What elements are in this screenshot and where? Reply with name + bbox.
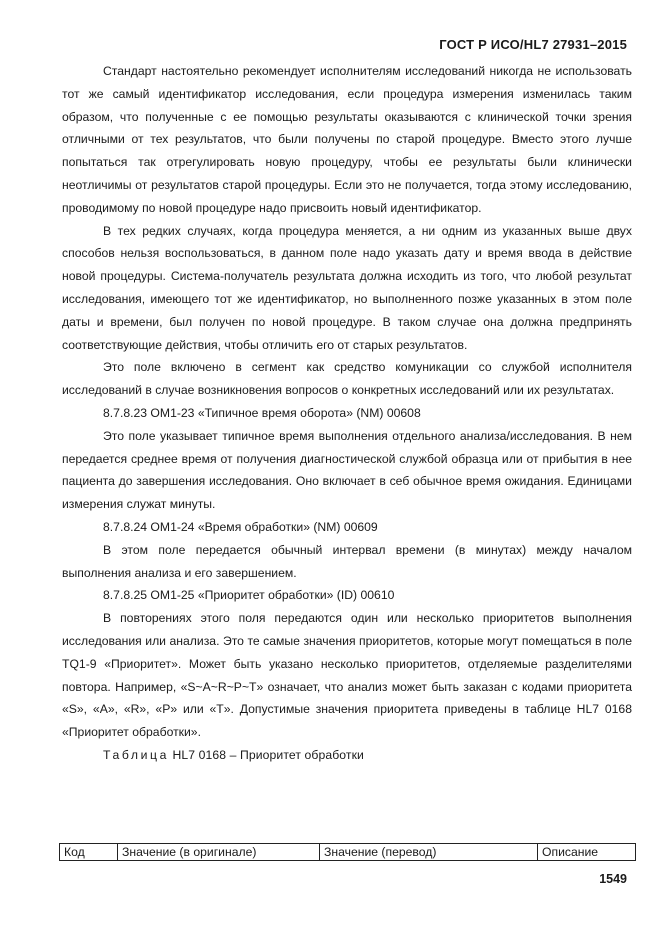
table-caption (62, 744, 632, 767)
paragraph: Это поле включено в сегмент как средство комуникации со службой исполнителя исследований в случае возникновения вопросов о конкретных исследований или их результатах. (62, 360, 632, 398)
paragraph: Это поле указывает типичное время выполнения отдельного анализа/исследования. В нем передается среднее время от получения диагностической службой образца или от прибытия в нее пациента до завершения исследования. Оно включает в себ обычное время ожидания. Единицами измерения служат минуты. (62, 428, 632, 512)
page-number: 1549 (599, 872, 627, 886)
paragraph: В тех редких случаях, когда процедура меняется, а ни одним из указанных выше двух способов нельзя воспользоваться, в данном поле надо указать дату и время ввода в действие новой процедуры. Система-получатель результата должна исходить из того, что любой результат исследования, имеющего тот же идентификатор, но выполненного позже указанных в этом поле даты и времени, был получен по новой процедуре. В таком случае она должна предпринять соответствующие действия, чтобы отличить его от старых результатов. (62, 223, 632, 352)
paragraph: В повторениях этого поля передаются один или несколько приоритетов выполнения исследования или анализа. Это те самые значения приоритетов, которые могут помещаться в поле TQ1-9 «Приоритет». Может быть указано несколько приоритетов, отделяемые разделителями повтора. Например, «S~A~R~P~T» означает, что анализ может быть заказан с кодами приоритета «S», «A», «R», «P» или «T». Допустимые значения приоритета приведены в таблице HL7 0168 «Приоритет обработки». (62, 611, 632, 740)
table-caption-word: Таблица (103, 747, 169, 762)
table-header-row (60, 844, 636, 861)
priority-table (59, 843, 636, 861)
document-header: ГОСТ Р ИСО/HL7 27931–2015 (439, 37, 627, 52)
paragraph: Стандарт настоятельно рекомендует исполнителям исследований никогда не использовать тот же самый идентификатор исследования, если процедура измерения изменилась таким образом, что полученные с ее помощью результаты оказываются с клинической точки зрения отличными от тех результатов, что были получены по старой процедуре. Вместо этого лучше попытаться так отрегулировать новую процедуру, чтобы ее результаты были клинически неотличимы от результатов старой процедуры. Если это не получается, тогда этому исследованию, проводимому по новой процедуре надо присвоить новый идентификатор. (62, 64, 632, 215)
table-caption-id: HL7 0168 (172, 747, 227, 762)
clause-heading: 8.7.8.24 OM1-24 «Время обработки» (NM) 00609 (103, 519, 378, 534)
document-body (62, 60, 632, 767)
paragraph: В этом поле передается обычный интервал времени (в минутах) между началом выполнения анализа и его завершением. (62, 542, 632, 580)
clause-heading: 8.7.8.23 OM1-23 «Типичное время оборота» (NM) 00608 (103, 405, 421, 420)
column-header: Описание (538, 844, 636, 861)
column-header: Код (60, 844, 118, 861)
column-header: Значение (перевод) (320, 844, 538, 861)
column-header: Значение (в оригинале) (118, 844, 320, 861)
clause-heading: 8.7.8.25 OM1-25 «Приоритет обработки» (ID) 00610 (103, 588, 395, 603)
table-caption-title: – Приоритет обработки (229, 747, 364, 762)
